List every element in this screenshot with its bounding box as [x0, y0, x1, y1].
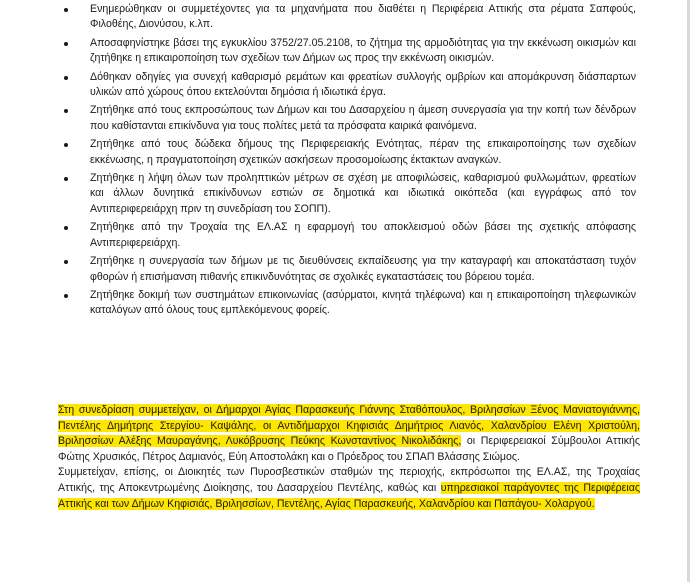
- bullet-text: Ζητήθηκε η λήψη όλων των προληπτικών μέτρων σε σχέση με αποφιλώσεις, καθαρισμού φυλλωμάτων, φρεατίων και άλλων δυνητικά επικίνδυνων εστιών σε δημοτικά και ιδιωτικά οικόπεδα (και εγγράφως από τον Αντιπεριφερειάρχη πριν τη συνεδρίαση του ΣΟΠΠ).: [90, 172, 636, 215]
- bullet-text: Ζητήθηκε δοκιμή των συστημάτων επικοινωνίας (ασύρματοι, κινητά τηλέφωνα) και η επικαιροποίηση τηλεφωνικών καταλόγων από όλους τους εμπλεκόμενους φορείς.: [90, 288, 636, 317]
- bullet-dot-icon: [64, 143, 68, 147]
- bullet-item: [58, 220, 636, 251]
- bullet-item: [58, 288, 636, 319]
- bullet-dot-icon: [64, 109, 68, 113]
- bullet-item: [58, 2, 636, 33]
- bullet-text: Αποσαφηνίστηκε βάσει της εγκυκλίου 3752/27.05.2108, το ζήτημα της αρμοδιότητας για την εκκένωση οικισμών και ζητήθηκε η επικαιροποίηση των σχεδίων των Δήμων ως προς την εκκένωση οικισμών.: [90, 36, 636, 65]
- participants-highlighted-text: Στη συνεδρίαση συμμετείχαν, οι Δήμαρχοι Αγίας Παρασκευής Γιάννης Σταθόπουλος, Βριλησσίων Ξένος Μανιατογιάννης, Πεντέλης Δημήτρης Στεργίου- Καψάλης, οι Αντιδήμαρχοι Κηφισιάς Δημήτριος Λιανός, Χαλανδρίου Ελένη Χριστούλη, Βριλησσίων Αλέξης Μαυραγάνης, Λυκόβρυσης Πεύκης Κωνσταντίνος Νικολιδάκης,: [58, 404, 640, 448]
- bullet-item: [58, 70, 636, 101]
- bullet-item: [58, 254, 636, 285]
- also-participated-paragraph: [58, 465, 640, 512]
- bullet-text: Ζητήθηκε από την Τροχαία της ΕΛ.ΑΣ η εφαρμογή του αποκλεισμού οδών βάσει της σχετικής απόφασης Αντιπεριφερειάρχη.: [90, 221, 636, 249]
- bullet-text: Ενημερώθηκαν οι συμμετέχοντες για τα μηχανήματα που διαθέτει η Περιφέρεια Αττικής στα ρέματα Σαπφούς, Φιλοθέης, Διονύσου, κ.λπ.: [90, 3, 636, 31]
- bullet-dot-icon: [64, 226, 68, 230]
- bullet-item: [58, 171, 636, 217]
- bullet-text: Ζητήθηκε η συνεργασία των δήμων με τις διευθύνσεις εκπαίδευσης για την καταγραφή και αποκατάσταση τυχόν φθορών ή επισήμανση πιθανής επικινδυνότητας σε σχολικές εγκαταστάσεις του βόρειου τομέα.: [90, 255, 636, 283]
- bullet-text: Δόθηκαν οδηγίες για συνεχή καθαρισμό ρεμάτων και φρεατίων συλλογής ομβρίων και απομάκρυνση διάσπαρτων υλικών από χώρους όπου εκτελούνται δημόσια ή ιδιωτικά έργα.: [90, 70, 636, 99]
- participants-plain-text: οι Περιφερειακοί Σύμβουλοι Αττικής Φώτης Χρυσικός, Πέτρος Δαμιανός, Εύη Αποστολάκη και ο Πρόεδρος του ΣΠΑΠ Βλάσσης Σιώμος.: [58, 435, 640, 463]
- bullet-item: [58, 36, 636, 67]
- bullet-dot-icon: [64, 177, 68, 181]
- bullet-dot-icon: [64, 8, 68, 12]
- bullet-dot-icon: [64, 76, 68, 80]
- bullet-text: Ζητήθηκε από τους εκπροσώπους των Δήμων και του Δασαρχείου η άμεση συνεργασία για την κοπή των δένδρων που καθίστανται επικίνδυνα για τους πολίτες μετά τα πρόσφατα καιρικά φαινόμενα.: [90, 104, 636, 132]
- bullet-text: Ζητήθηκε από τους δώδεκα δήμους της Περιφερειακής Ενότητας, πέραν της επικαιροποίησης των σχεδίων εκκένωσης, η πραγματοποίηση σχετικών ασκήσεων προσομοίωσης έκτακτων αναγκών.: [90, 138, 636, 166]
- also-participated-plain-text: Συμμετείχαν, επίσης, οι Διοικητές των Πυροσβεστικών σταθμών της περιοχής, εκπρόσωποι της ΕΛ.ΑΣ, της Τροχαίας Αττικής, της Αποκεντρωμένης Διοίκησης, του Δασαρχείου Πεντέλης, καθώς και: [58, 466, 640, 494]
- bullet-dot-icon: [64, 294, 68, 298]
- bullet-item: [58, 137, 636, 168]
- measures-bullet-list: [58, 2, 636, 322]
- participants-section: [58, 403, 640, 512]
- bullet-dot-icon: [64, 260, 68, 264]
- bullet-item: [58, 103, 636, 134]
- participants-paragraph: [58, 403, 640, 465]
- bullet-dot-icon: [64, 42, 68, 46]
- also-participated-highlighted-text: υπηρεσιακοί παράγοντες της Περιφέρειας Αττικής και των Δήμων Κηφισιάς, Βριλησσίων, Πεντέλης, Αγίας Παρασκευής, Χαλανδρίου και Παπάγου- Χολαργού.: [58, 481, 640, 510]
